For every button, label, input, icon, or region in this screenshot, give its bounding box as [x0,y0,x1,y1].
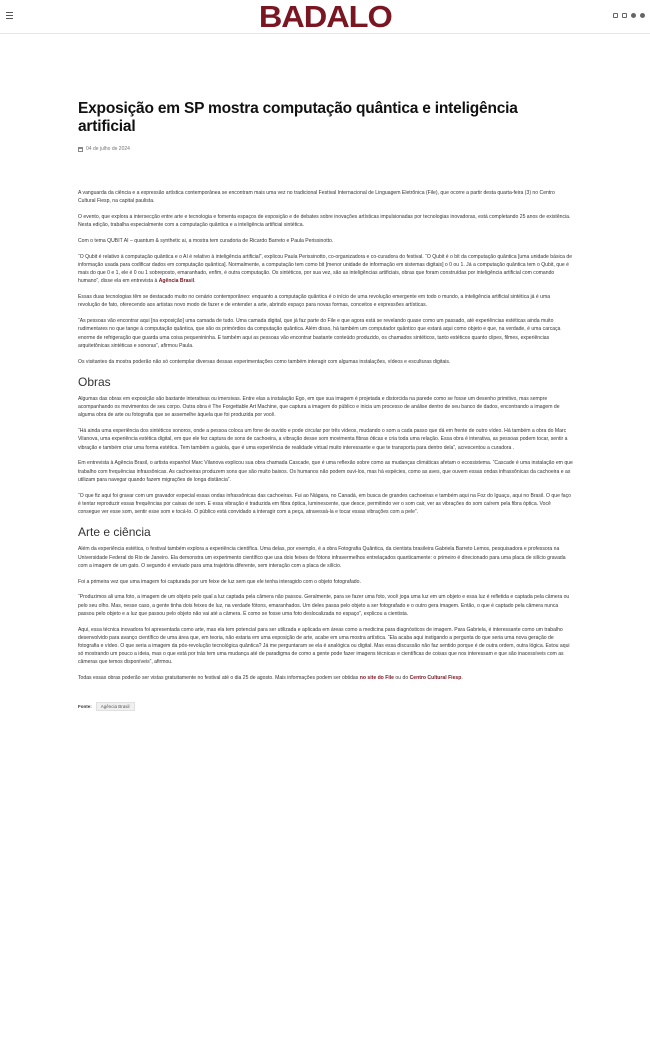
paragraph: Algumas das obras em exposição são bastante interativas ou imersivas. Entre elas a instalação Ego, em que sua imagem é projetada e distorcida na parede como se fosse um desenho primitivo, mas sempre acompanhando os movimentos de seu corpo. Outra obra é The Forgettable Art Machine, que captura a imagem do público e inicia um processo de análise dentro de seu banco de dados, encontrando a imagem de alguma obra de arte ou fotografia que se assemelhe àquela que foi produzida por você. [78,396,560,419]
site-file-link[interactable]: no site do File [359,675,394,682]
section-heading-obras: Obras [78,374,111,389]
paragraph: Além da experiência estética, o festival também explora a experiência científica. Uma delas, por exemplo, é a obra Fotografia Quântica, da cientista brasileira Gabriela Barreto Lemos, pesquisadora e professora na Universidade Federal do Rio de Janeiro. Ela demonstra um experimento científico que usa dois feixes de fótons infravermelhos entrelaçados quanticamente: o primeiro é direcionado para uma placa de silício gravada com a imagem de um gato. O segundo é enviado para uma trajetória diferente, sem interação com a placa de silício. [78,546,566,569]
social-icons [613,13,645,18]
paragraph: Todas essas obras poderão ser vistas gratuitamente no festival até o dia 25 de agosto. Mais informações podem ser obtidas no site do File ou do Centro Cultural Fiesp. [78,675,463,682]
site-logo[interactable]: BADALO [258,0,392,34]
source-line [78,702,573,711]
site-header [0,0,650,34]
paragraph: “Produzimos ali uma foto, a imagem de um objeto pelo qual a luz captada pela câmera não passou. Geralmente, para se fazer uma foto, você joga uma luz em um objeto e essa luz é refletida e captada pela câmera ou pelo seu olho. Mas, nesse caso, a gente tinha dois feixes de luz, na verdade fótons, emaranhados. Um deles passa pelo objeto a ser fotografado e o outro gera imagem. Então, o que é captado pela câmera nunca passou pelo objeto e a luz que passou pelo objeto não vai até a câmera. É como se fosse uma foto deslocalizada no espaço”, explicou a cientista. [78,594,570,617]
paragraph: Os visitantes da mostra poderão não só contemplar diversas dessas experimentações como também interagir com algumas instalações, vídeos e esculturas digitais. [78,358,451,365]
twitter-icon[interactable] [640,13,645,18]
paragraph: Essas duas tecnologias têm se destacado muito no cenário contemporâneo: enquanto a computação quântica é o início de uma revolução emergente em todo o mundo, a inteligência artificial sintética já é uma revolução de fato, oferecendo aos artistas novo modo de fazer e de entender a arte, abrindo espaço para novas formas, conceitos e expressões artísticas. [78,294,551,309]
or-text: ou do [395,675,409,682]
calendar-icon [78,147,83,152]
centro-cultural-link[interactable]: Centro Cultural Fiesp [409,675,462,682]
article-title: Exposição em SP mostra computação quântica e inteligência artificial [78,100,518,135]
agencia-brasil-link[interactable]: Agência Brasil [158,278,195,285]
paragraph: “O que fiz aqui foi gravar com um gravador especial essas ondas infrassônicas das cachoeiras. Fui ao Niágara, no Canadá, em busca de grandes cachoeiras e também aqui na Foz do Iguaçu, aqui no Brasil. O que faço é tentar reproduzir essas frequências por caixas de som. E essa vibração é traduzida em fibra óptica, luminescente, que desce, permitindo ver o som cair, ver as vibrações do som caírem pela fibra óptica. Você consegue ver esse som, sentir esse som e tocá-lo. O público está convidado a interagir com a peça, atravessá-la e tocar essas vibrações com a pele”. [78,492,571,516]
cart-icon[interactable] [631,13,636,18]
paragraph: “O Qubit é relativo à computação quântica e o AI é relativo à inteligência artificial”, explicou Paula Perissinotto, co-organizadora e co-curadora do festival. “O Qubit é o bit da computação quântica [uma unidade básica de informação usada para codificar dados em computação quântica]. Normalmente, a computação tem como bit [menor unidade de informação em sistemas digitais] o 0 ou 1. Já a computação quântica tem o Qubit, que é mais do que 0 e 1, ele é 0 ou 1 sobreposto, emaranhado, enfim, é outra computação. Os sintéticos, por sua vez, são as inteligências artificiais, obras que foram construídas por inteligência artificial com comando humano”, disse ela em entrevista à Agência Brasil. [78,253,573,285]
paragraph: Com o tema QUBIT AI – quantum & synthetic ai, a mostra tem curadoria de Ricardo Barreto e Paula Perissinotto. [78,238,334,244]
date-text: 04 de julho de 2024 [86,146,130,152]
section-heading-arte: Arte e ciência [78,525,151,540]
paragraph: Em entrevista à Agência Brasil, o artista espanhol Marc Vilanova explicou sua obra chamada Cascade, que é uma reflexão sobre como as mudanças climáticas afetam o ecossistema. “Cascade é uma instalação em que trabalho com frequências infrassônicas. As cachoeiras produzem sons que são muito baixos. Os humanos não podem ouvi-los, mas há espécies, como as aves, que ouvem essas ondas infrassônicas da cachoeira e as utilizam para navegar quando fazem migrações de longa distância”. [78,460,573,483]
paragraph: “As pessoas vão encontrar aqui [na exposição] uma camada de tudo. Uma camada digital, que já faz parte do File e que agora está se revelando quase como um passado, até experiências estéticas ainda muito rudimentares no que tange à computação quântica, que são os primórdios da computação quântica. Além disso, há também um computador quântico que estará aqui como objeto e que, na verdade, é uma carcaça enorme de refrigeração que guarda uma coisa pequenininha. E também aqui as pessoas vão encontrar bastante conteúdo produzido, os chamados sintéticos, tanto estéticos quanto clipes, filmes, experiências arquitetônicas sintéticas e sonoras”, afirmou Paula. [78,318,561,349]
paragraph: Aqui, essa técnica inovadora foi apresentada como arte, mas ela tem potencial para ser utilizada e aplicada em áreas como a medicina para diagnósticos de imagem. Para Gabriela, é interessante como um trabalho desenvolvido para avanço científico de uma área que, em teoria, não estaria em uma exposição de arte, acabe em uma mostra artística. “Ela acaba aqui instigando a pergunta do que seria uma nova geração de fotografia e vídeo. O que seria a imagem da pós-revolução tecnológica quântica? Já me perguntaram se ela é analógica ou digital. Mas essa discussão não faz sentido porque é de outra ordem, outra lógica. Estou aqui só mostrando um pouco a ideia, mas o que está por trás tem uma mudança até de paradigma de como a gente pode fazer imagens técnicas e científicas de coisas que nos interessam e que são inacessíveis com as câmeras que temos disponíveis”, afirmou. [78,626,570,666]
paragraph: O evento, que explora a intersecção entre arte e tecnologia e fomenta espaços de exposição e de debates sobre inovações artísticas impulsionadas por tecnologias inovadoras, está completando 25 anos de existência. Nesta edição, trabalha especialmente com a computação quântica e a inteligência artificial sintética. [78,214,571,229]
article [78,100,573,711]
paragraph: A vanguarda da ciência e a expressão artística contemporânea se encontram mais uma vez no tradicional Festival Internacional de Linguagem Eletrônica (File), que ocorre a partir desta quarta-feira (3) no Centro Cultural Fiesp, na capital paulista. [78,190,555,205]
paragraph-text: Todas essas obras poderão ser vistas gratuitamente no festival até o dia 25 de agosto. Mais informações podem ser obtidas [78,675,359,682]
paragraph: Foi a primeira vez que uma imagem foi capturada por um feixe de luz sem que ele tenha interagido com o objeto fotografado. [78,578,361,585]
paragraph: “Há ainda uma experiência dos sintéticos sonoros, onde a pessoa coloca um fone de ouvido e pode circular por três vídeos, mudando o som a cada passo que dá em frente de outro vídeo. Há também a obra do Marc Vilanova, uma experiência estética digital, em que ele fez captura de sons de cachoeira, a vibração desse som movimenta fibras óticas e cria toda uma relação. Essa obra é interativa, as pessoas podem tocar, sentir a vibração e também criar uma forma estética. Tem também a gaiola, que é uma experiência de realidade virtual muito interessante e que te transporta para dentro dela”, acrescentou a curadora . [78,428,568,451]
source-tag[interactable]: Agência Brasil [96,702,135,711]
instagram-icon[interactable] [613,13,618,18]
source-label: Fonte: [78,704,92,710]
hamburger-icon[interactable] [6,12,13,19]
article-date [78,146,573,152]
article-body [78,189,573,682]
camera-icon[interactable] [622,13,627,18]
paragraph-text: “O Qubit é relativo à computação quântica e o AI é relativo à inteligência artificial”, explicou Paula Perissinotto, co-organizadora e co-curadora do festival. “O Qubit é o bit da computação quântica [uma unidade básica de informação usada para codificar dados em computação quântica]. Normalmente, a computação tem como bit [menor unidade de informação em sistemas digitais] o 0 ou 1. Já a computação quântica tem o Qubit, que é mais do que 0 e 1, ele é 0 ou 1 sobreposto, emaranhado, enfim, é outra computação. Os sintéticos, por sua vez, são as inteligências artificiais, obras que foram construídas por inteligência artificial com comando humano”, disse ela em entrevista à [78,253,573,285]
